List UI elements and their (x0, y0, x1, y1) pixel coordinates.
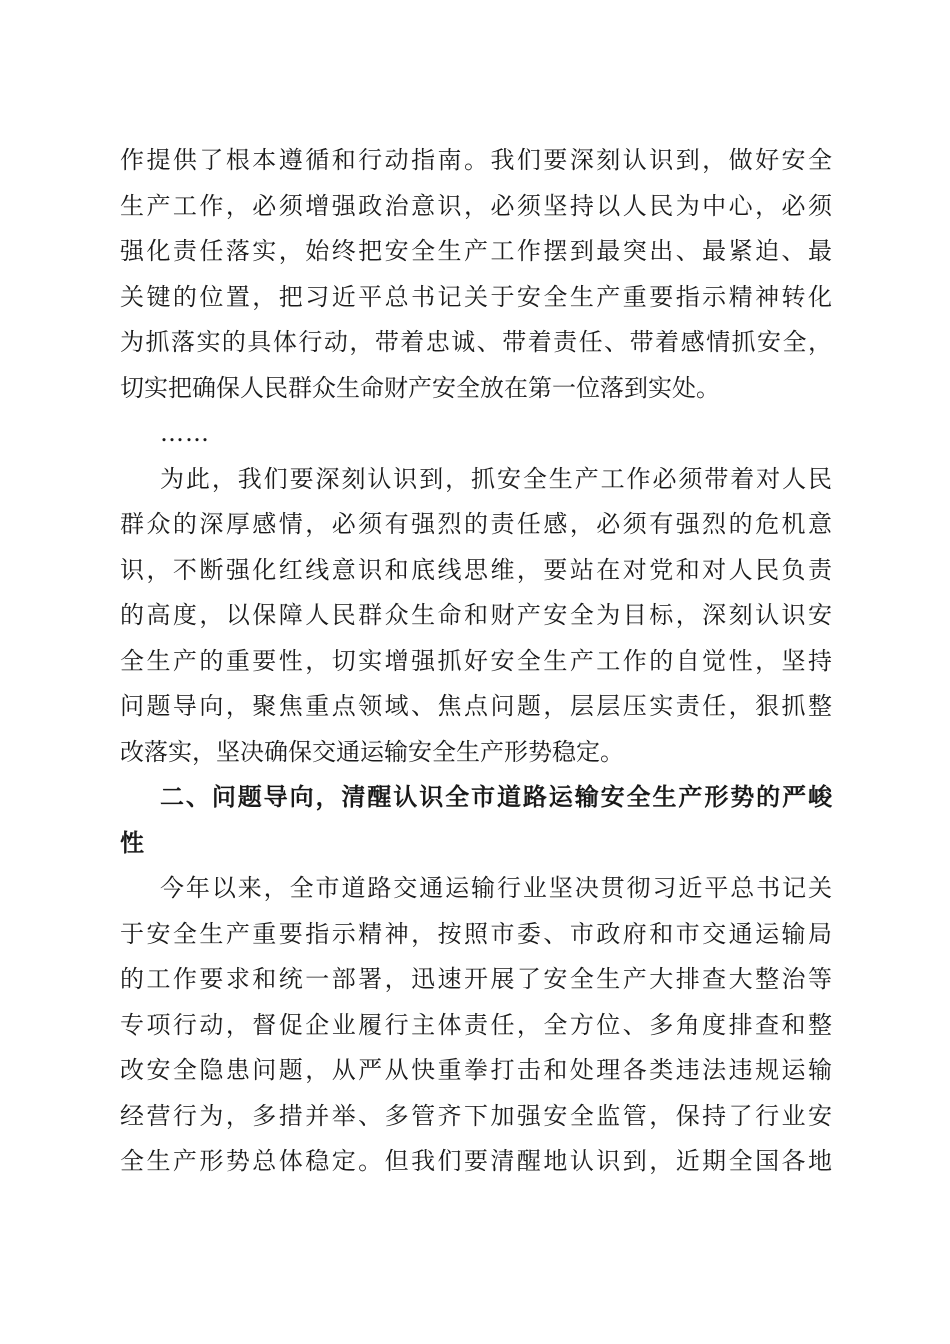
paragraph-line: 作提供了根本遵循和行动指南。我们要深刻认识到，做好安全 (120, 146, 832, 174)
paragraph-line: 识，不断强化红线意识和底线思维，要站在对党和对人民负责 (120, 555, 832, 584)
paragraph-line: 经营行为，多措并举、多管齐下加强安全监管，保持了行业安 (120, 1101, 832, 1130)
paragraph-line: 为此，我们要深刻认识到，抓安全生产工作必须带着对人民 (160, 464, 832, 493)
paragraph-line: 为抓落实的具体行动，带着忠诚、带着责任、带着感情抓安全， (120, 328, 832, 356)
paragraph-line: 切实把确保人民群众生命财产安全放在第一位落到实处。 (120, 373, 720, 402)
paragraph-line: 关键的位置，把习近平总书记关于安全生产重要指示精神转化 (120, 282, 832, 311)
paragraph-3 (120, 866, 832, 1185)
heading-line: 性 (120, 828, 144, 857)
paragraph-line: 改落实，坚决确保交通运输安全生产形势稳定。 (120, 737, 624, 766)
paragraph-line: 改安全隐患问题，从严从快重拳打击和处理各类违法违规运输 (120, 1056, 832, 1084)
paragraph-1 (120, 138, 832, 411)
paragraph-line: 群众的深厚感情，必须有强烈的责任感，必须有强烈的危机意 (120, 510, 832, 538)
section-heading-2 (120, 775, 832, 866)
paragraph-line: 问题导向，聚焦重点领域、焦点问题，层层压实责任，狠抓整 (120, 692, 832, 720)
document-body (120, 138, 832, 1185)
paragraph-line: 全生产形势总体稳定。但我们要清醒地认识到，近期全国各地 (120, 1147, 832, 1175)
ellipsis-separator: …… (160, 419, 210, 447)
paragraph-line: 全生产的重要性，切实增强抓好安全生产工作的自觉性，坚持 (120, 646, 832, 675)
paragraph-line: 的工作要求和统一部署，迅速开展了安全生产大排查大整治等 (120, 965, 832, 993)
paragraph-2 (120, 457, 832, 776)
heading-line: 二、问题导向，清醒认识全市道路运输安全生产形势的严峻 (160, 783, 832, 811)
paragraph-line: 生产工作，必须增强政治意识，必须坚持以人民为中心，必须 (120, 191, 832, 220)
paragraph-line: 的高度，以保障人民群众生命和财产安全为目标，深刻认识安 (120, 601, 832, 629)
paragraph-line: 于安全生产重要指示精神，按照市委、市政府和市交通运输局 (120, 919, 832, 948)
paragraph-line: 今年以来，全市道路交通运输行业坚决贯彻习近平总书记关 (160, 874, 832, 902)
paragraph-line: 强化责任落实，始终把安全生产工作摆到最突出、最紧迫、最 (120, 237, 832, 265)
paragraph-line: 专项行动，督促企业履行主体责任，全方位、多角度排查和整 (120, 1010, 832, 1039)
